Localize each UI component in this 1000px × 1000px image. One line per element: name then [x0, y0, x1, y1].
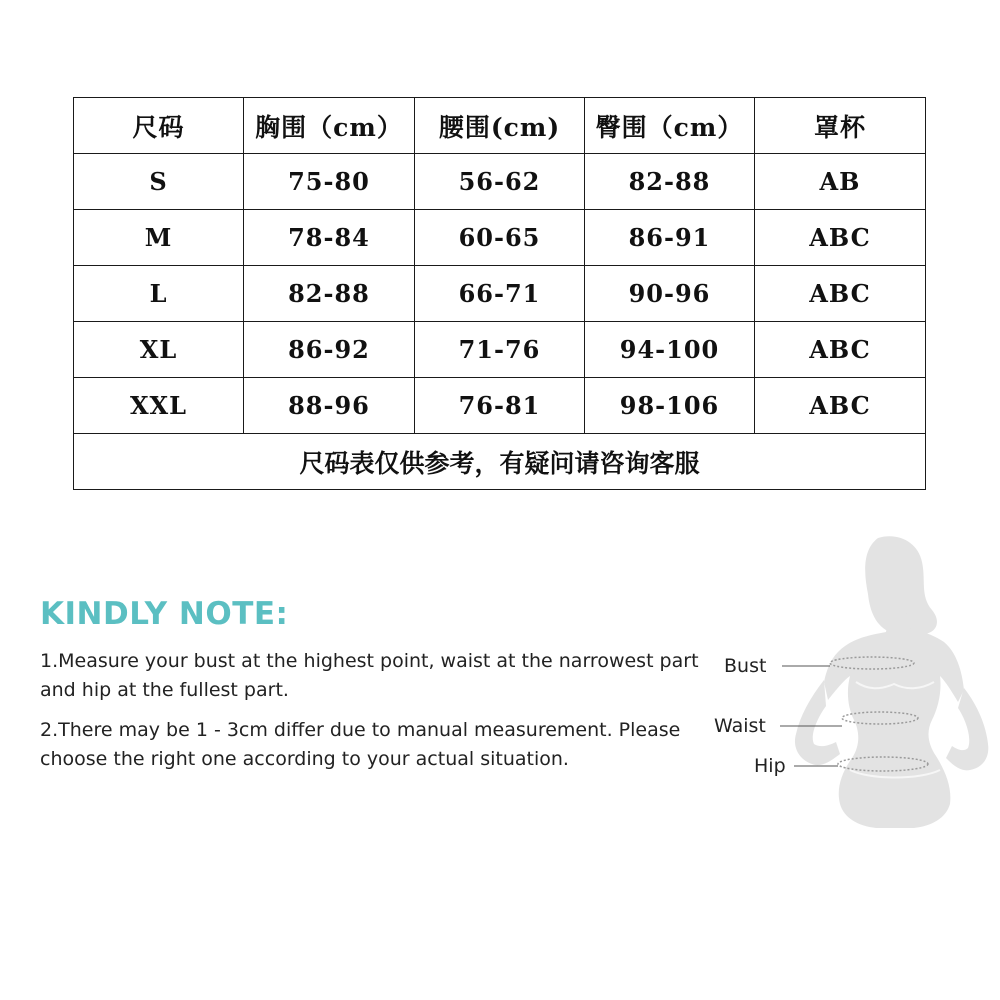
header-waist: 腰围(cm) — [415, 98, 585, 154]
body-measurement-figure — [700, 530, 1000, 830]
size-cell: XL — [74, 322, 244, 378]
waist-cell: 71-76 — [415, 322, 585, 378]
size-cell: XXL — [74, 378, 244, 434]
body-silhouette-illustration — [700, 530, 1000, 830]
note-item-2: 2.There may be 1 - 3cm differ due to manual measurement. Please choose the right one according to your actual situation. — [40, 719, 681, 770]
hip-label: Hip — [754, 755, 786, 777]
table-row — [74, 378, 926, 434]
table-row — [74, 154, 926, 210]
cup-cell: AB — [755, 154, 926, 210]
bust-cell: 75-80 — [244, 154, 415, 210]
hip-cell: 86-91 — [585, 210, 755, 266]
size-cell: L — [74, 266, 244, 322]
size-cell: S — [74, 154, 244, 210]
table-footnote: 尺码表仅供参考，有疑问请咨询客服 — [74, 434, 926, 490]
table-row — [74, 266, 926, 322]
cup-cell: ABC — [755, 266, 926, 322]
table-row — [74, 210, 926, 266]
hip-cell: 90-96 — [585, 266, 755, 322]
table-header-row — [74, 98, 926, 154]
waist-cell: 76-81 — [415, 378, 585, 434]
waist-cell: 60-65 — [415, 210, 585, 266]
bust-cell: 88-96 — [244, 378, 415, 434]
hip-cell: 82-88 — [585, 154, 755, 210]
hip-cell: 98-106 — [585, 378, 755, 434]
table-row — [74, 322, 926, 378]
header-hip: 臀围（cm） — [585, 98, 755, 154]
waist-label: Waist — [714, 715, 766, 737]
cup-cell: ABC — [755, 210, 926, 266]
header-size: 尺码 — [74, 98, 244, 154]
header-cup: 罩杯 — [755, 98, 926, 154]
table-footnote-row — [74, 434, 926, 490]
cup-cell: ABC — [755, 378, 926, 434]
bust-cell: 78-84 — [244, 210, 415, 266]
header-bust: 胸围（cm） — [244, 98, 415, 154]
note-item-1: 1.Measure your bust at the highest point, waist at the narrowest part and hip at the fullest part. — [40, 650, 699, 701]
silhouette-shape — [795, 536, 988, 828]
waist-cell: 66-71 — [415, 266, 585, 322]
bust-label: Bust — [724, 655, 767, 677]
hip-cell: 94-100 — [585, 322, 755, 378]
bust-cell: 86-92 — [244, 322, 415, 378]
bust-cell: 82-88 — [244, 266, 415, 322]
size-cell: M — [74, 210, 244, 266]
waist-cell: 56-62 — [415, 154, 585, 210]
kindly-note-title: KINDLY NOTE: — [40, 596, 289, 632]
cup-cell: ABC — [755, 322, 926, 378]
size-chart-table — [73, 97, 926, 490]
